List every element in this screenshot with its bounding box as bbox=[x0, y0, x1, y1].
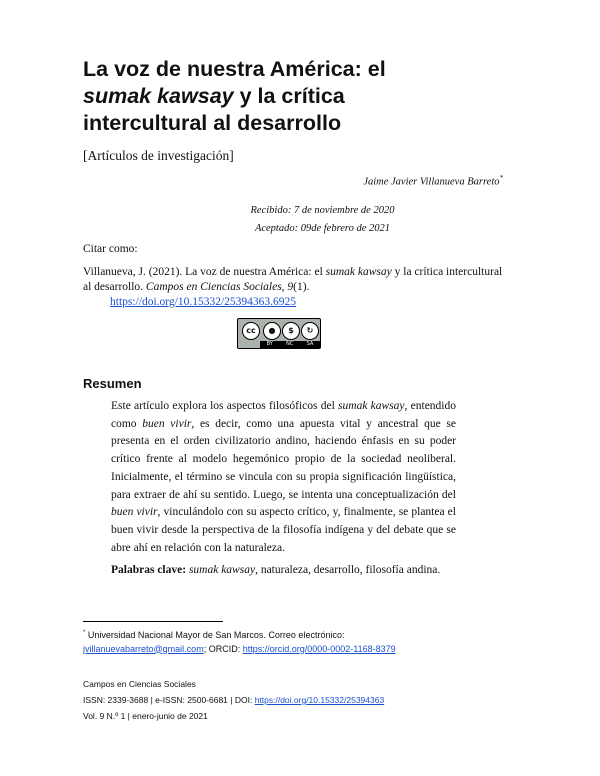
abstract-italic-3: buen vivir bbox=[111, 506, 158, 519]
citation-journal: Campos en Ciencias Sociales bbox=[145, 281, 282, 293]
footnote-affiliation: Universidad Nacional Mayor de San Marcos. Correo electrónico: bbox=[85, 630, 345, 640]
abstract-part-1: Este artículo explora los aspectos filosóficos del bbox=[111, 400, 339, 412]
citation-text-1: Villanueva, J. (2021). La voz de nuestra América: el bbox=[83, 266, 326, 278]
citation-italic-term: sumak kawsay bbox=[325, 266, 392, 278]
abstract-italic-2: buen vivir bbox=[142, 417, 192, 430]
citation-text-2: y la crítica intercultural al desarrollo. bbox=[83, 266, 503, 293]
citation-doi-link[interactable]: https://doi.org/10.15332/25394363.6925 bbox=[110, 296, 297, 308]
title-line-3: intercultural al desarrollo bbox=[83, 111, 342, 135]
received-date: Recibido: 7 de noviembre de 2020 bbox=[250, 205, 395, 216]
abstract-italic-1: sumak kawsay bbox=[338, 400, 405, 412]
footnote-mark: * bbox=[83, 630, 86, 636]
journal-info bbox=[83, 676, 523, 724]
footnote-divider bbox=[83, 621, 223, 622]
title-italic-term: sumak kawsay bbox=[83, 84, 234, 108]
cc-label-by: BY bbox=[266, 341, 273, 347]
journal-doi-link[interactable]: https://doi.org/10.15332/25394363 bbox=[254, 695, 385, 705]
keywords-rest: , naturaleza, desarrollo, filosofía andina. bbox=[255, 564, 441, 576]
article-title bbox=[83, 56, 523, 137]
abstract-part-3: , es decir, como una apuesta vital y ancestral que se presenta en el orden civilizatorio andino, haciendo énfasis en su poder crítico frente al modelo hegemónico propio de la sociedad neoliberal. Inicialmente, el término se vincula con su propia significación lingüística, para extraer de ahí su sentido. Luego, se intenta una conceptualización del bbox=[111, 417, 456, 501]
journal-issn-line bbox=[83, 692, 523, 708]
footnote-orcid-link[interactable]: https://orcid.org/0000-0002-1168-8379 bbox=[242, 643, 396, 654]
resumen-heading: Resumen bbox=[83, 376, 142, 391]
abstract-text bbox=[111, 398, 456, 557]
keywords-label: Palabras clave: bbox=[111, 564, 187, 576]
author-footnote-mark[interactable]: * bbox=[499, 174, 503, 182]
by-attribution-icon: ● bbox=[263, 322, 281, 340]
journal-issn: ISSN: 2339-3688 | e-ISSN: 2500-6681 | DOI: bbox=[83, 695, 255, 705]
journal-name: Campos en Ciencias Sociales bbox=[83, 679, 196, 689]
footnote-orcid-label: ; ORCID: bbox=[203, 643, 243, 654]
citation-label: Citar como: bbox=[83, 243, 138, 255]
cc-logo-icon: cc bbox=[242, 322, 260, 340]
citation-text-4: (1). bbox=[293, 281, 310, 293]
footnote-email-link[interactable]: jvillanuevabarreto@gmail.com bbox=[83, 643, 204, 654]
footnote bbox=[83, 627, 523, 656]
sa-sharealike-icon: ↻ bbox=[301, 322, 319, 340]
nc-noncommercial-icon: $ bbox=[282, 322, 300, 340]
accepted-date: Aceptado: 09de febrero de 2021 bbox=[254, 223, 391, 234]
abstract-part-4: , vinculándolo con su aspecto crítico, y, finalmente, se plantea el buen vivir desde la perspectiva de la filosofía indígena y del debate que se abre ahí en relación con la naturaleza. bbox=[111, 506, 456, 554]
abstract-part-2: , entendido como bbox=[111, 400, 456, 430]
citation-text-3: , bbox=[281, 281, 288, 293]
cc-license-badge[interactable] bbox=[237, 318, 321, 349]
cc-label-strip bbox=[260, 341, 320, 348]
article-category: [Artículos de investigación] bbox=[83, 148, 234, 163]
citation-volume: 9 bbox=[287, 281, 294, 293]
title-line-2 bbox=[83, 83, 523, 110]
cc-label-sa: SA bbox=[306, 341, 314, 347]
author-line bbox=[83, 174, 503, 188]
keywords-italic: sumak kawsay bbox=[188, 564, 256, 576]
title-line-1: La voz de nuestra América: el bbox=[83, 57, 386, 81]
journal-issue: Vol. 9 N.º 1 | enero-junio de 2021 bbox=[83, 711, 208, 721]
citation bbox=[83, 265, 513, 310]
cc-label-nc: NC bbox=[286, 341, 294, 347]
title-line-2-rest: y la crítica bbox=[233, 84, 345, 108]
keywords bbox=[111, 562, 471, 578]
author-name: Jaime Javier Villanueva Barreto bbox=[363, 176, 500, 188]
